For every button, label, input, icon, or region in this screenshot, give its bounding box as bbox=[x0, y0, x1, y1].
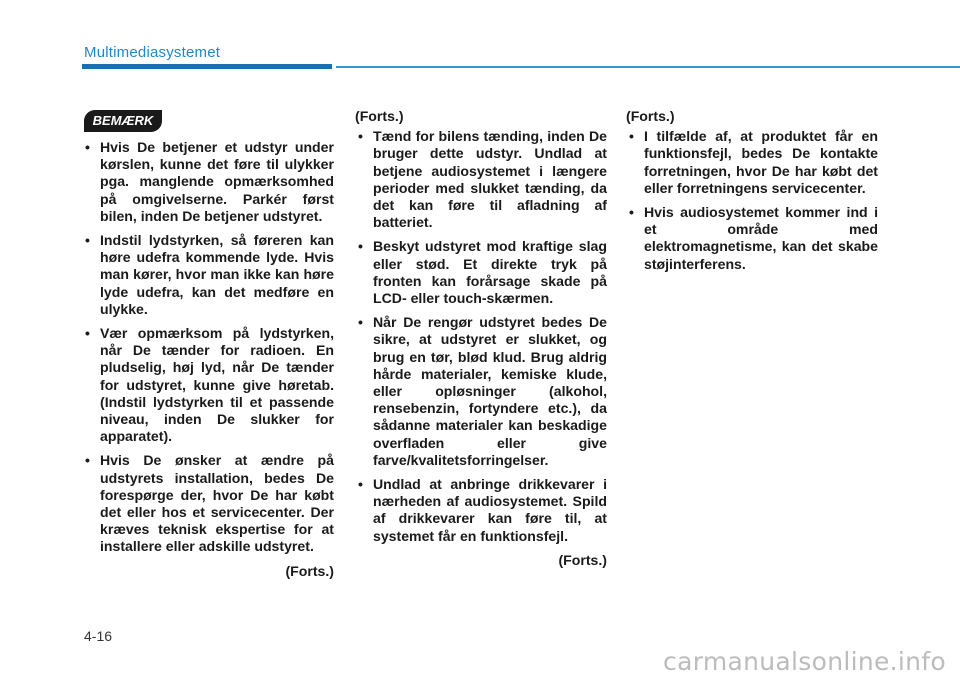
continued-label: (Forts.) bbox=[558, 551, 607, 568]
bullet-list bbox=[626, 128, 878, 273]
page-number: 4-16 bbox=[84, 628, 113, 644]
list-item: • Tænd for bilens tænding, inden De bruger dette udstyr. Undlad at betjene audiosystemet i længere perioder med slukket tænding, da det kan føre til afladning af batteriet. bbox=[355, 128, 607, 231]
list-item: • Hvis De betjener et udstyr under kørslen, kunne det føre til ulykker pga. manglende opmærksomhed på omgivelserne. Parkér først bilen, inden De betjener udstyret. bbox=[82, 139, 334, 225]
header-rule-light bbox=[336, 66, 960, 68]
column-heading: (Forts.) bbox=[626, 108, 675, 124]
bullet-list bbox=[82, 139, 334, 556]
list-item: • I tilfælde af, at produktet får en funktionsfejl, bedes De kontakte forretningen, hvor De har købt det eller forretningens servicecenter. bbox=[626, 128, 878, 197]
header-rule-dark bbox=[82, 64, 332, 69]
watermark: carmanualsonline.info bbox=[663, 647, 946, 676]
list-item: • Beskyt udstyret mod kraftige slag eller stød. Et direkte tryk på fronten kan forårsage skade på LCD- eller touch-skærmen. bbox=[355, 238, 607, 307]
list-item: • Hvis De ønsker at ændre på udstyrets installation, bedes De forespørge der, hvor De har købt det eller hos et servicecenter. Der kræves teknisk ekspertise for at installere eller adskille udstyret. bbox=[82, 452, 334, 555]
continued-label: (Forts.) bbox=[285, 562, 334, 579]
column-heading: (Forts.) bbox=[355, 108, 404, 124]
bullet-list bbox=[355, 128, 607, 545]
section-title: Multimediasystemet bbox=[84, 44, 221, 61]
list-item: • Indstil lydstyrken, så føreren kan høre udefra kommende lyde. Hvis man kører, hvor man ikke kan høre lyde udefra, kan det medføre en ulykke. bbox=[82, 232, 334, 318]
list-item: • Undlad at anbringe drikkevarer i nærheden af audiosystemet. Spild af drikkevarer kan føre til, at systemet får en funktionsfejl. bbox=[355, 476, 607, 545]
text-column-2 bbox=[355, 108, 607, 569]
text-column-1 bbox=[82, 139, 334, 580]
note-badge: BEMÆRK bbox=[84, 110, 162, 132]
list-item: • Når De rengør udstyret bedes De sikre, at udstyret er slukket, og brug en tør, blød klud. Brug aldrig hårde materialer, kemiske klude, eller opløsninger (alkohol, rensebenzin, fortyndere etc.), da sådanne materialer kan beskadige overfladen eller give farve/kvalitetsforringelser. bbox=[355, 314, 607, 469]
list-item: • Vær opmærksom på lydstyrken, når De tænder for radioen. En pludselig, høj lyd, når De tænder for udstyret, kunne give høretab. (Indstil lydstyrken til et passende niveau, inden De slukker for apparatet). bbox=[82, 325, 334, 445]
text-column-3 bbox=[626, 108, 878, 280]
list-item: • Hvis audiosystemet kommer ind i et område med elektromagnetisme, kan det skabe støjinterferens. bbox=[626, 204, 878, 273]
